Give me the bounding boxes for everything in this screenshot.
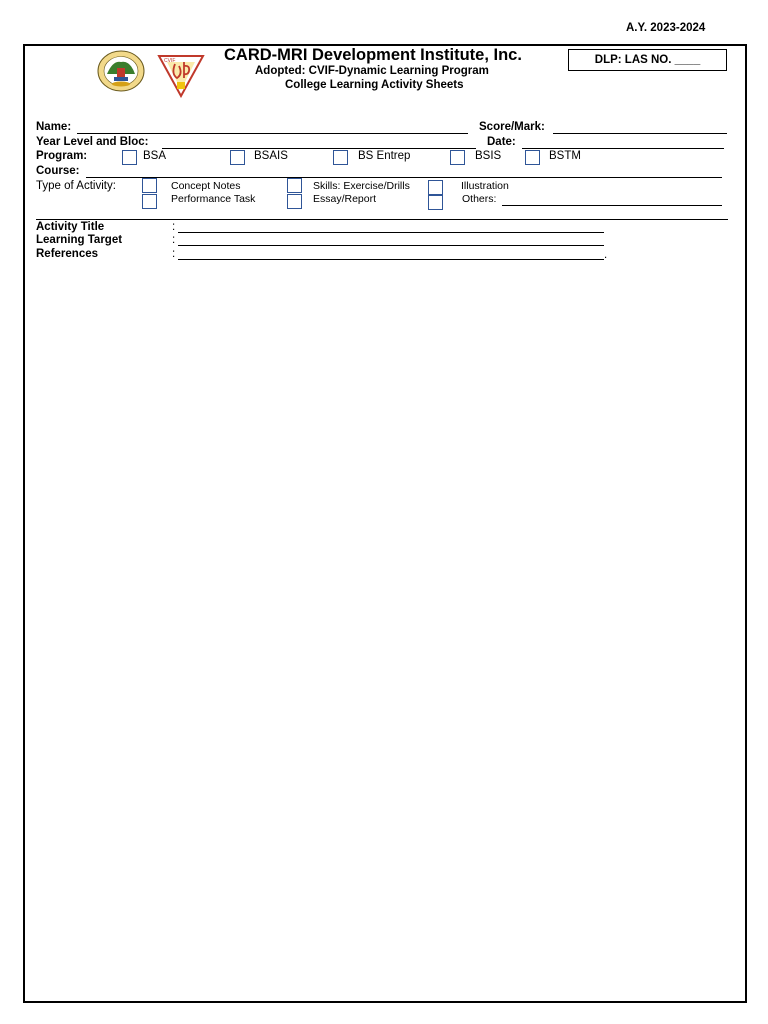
year-level-label: Year Level and Bloc: (36, 136, 149, 148)
activity-title-colon: : (172, 221, 176, 233)
institution-title: CARD-MRI Development Institute, Inc. (224, 46, 522, 64)
course-field[interactable] (86, 177, 722, 178)
activity-title-field[interactable] (178, 232, 604, 233)
las-number-box[interactable] (568, 49, 727, 71)
program-option-bsais: BSAIS (254, 150, 288, 162)
activity-checkbox-concept-notes[interactable] (142, 178, 157, 193)
activity-option-illustration: Illustration (461, 180, 509, 192)
activity-checkbox-others[interactable] (428, 195, 443, 210)
section-divider (36, 219, 728, 220)
references-field[interactable] (178, 259, 604, 260)
year-level-field[interactable] (162, 148, 476, 149)
sheet-title: College Learning Activity Sheets (285, 79, 464, 91)
adopted-program: Adopted: CVIF-Dynamic Learning Program (255, 65, 489, 77)
activity-option-performance-task: Performance Task (171, 193, 256, 205)
program-checkbox-bstm[interactable] (525, 150, 540, 165)
learning-target-field[interactable] (178, 245, 604, 246)
date-field[interactable] (522, 148, 724, 149)
program-checkbox-bs-entrep[interactable] (333, 150, 348, 165)
activity-checkbox-illustration[interactable] (428, 180, 443, 195)
program-checkbox-bsa[interactable] (122, 150, 137, 165)
learning-target-colon: : (172, 234, 176, 246)
las-number-label: DLP: LAS NO. ____ (594, 54, 701, 66)
learning-target-label: Learning Target (36, 234, 123, 246)
activity-title-label: Activity Title (36, 221, 105, 233)
institution-seal-logo (97, 50, 145, 92)
activity-option-skills: Skills: Exercise/Drills (313, 180, 410, 192)
score-field[interactable] (553, 133, 727, 134)
program-checkbox-bsis[interactable] (450, 150, 465, 165)
program-option-bsa: BSA (143, 150, 167, 162)
activity-checkbox-essay-report[interactable] (287, 194, 302, 209)
program-option-bs-entrep: BS Entrep (358, 150, 411, 162)
dlp-logo-text: CVIF (164, 58, 176, 64)
program-checkbox-bsais[interactable] (230, 150, 245, 165)
academic-year: A.Y. 2023-2024 (626, 22, 706, 34)
activity-option-essay-report: Essay/Report (313, 193, 377, 205)
program-option-bsis: BSIS (475, 150, 502, 162)
references-period: . (604, 249, 608, 261)
activity-option-concept-notes: Concept Notes (171, 180, 241, 192)
activity-checkbox-skills[interactable] (287, 178, 302, 193)
program-label: Program: (36, 150, 88, 162)
name-label: Name: (36, 121, 72, 133)
activity-type-label: Type of Activity: (36, 180, 116, 192)
program-option-bstm: BSTM (549, 150, 581, 162)
name-field[interactable] (77, 133, 468, 134)
references-colon: : (172, 248, 176, 260)
answer-area[interactable] (36, 270, 728, 990)
activity-option-others: Others: (462, 193, 497, 205)
score-label: Score/Mark: (479, 121, 545, 133)
references-label: References (36, 248, 99, 260)
course-label: Course: (36, 165, 80, 177)
others-field[interactable] (502, 205, 722, 206)
activity-checkbox-performance-task[interactable] (142, 194, 157, 209)
date-label: Date: (487, 136, 516, 148)
